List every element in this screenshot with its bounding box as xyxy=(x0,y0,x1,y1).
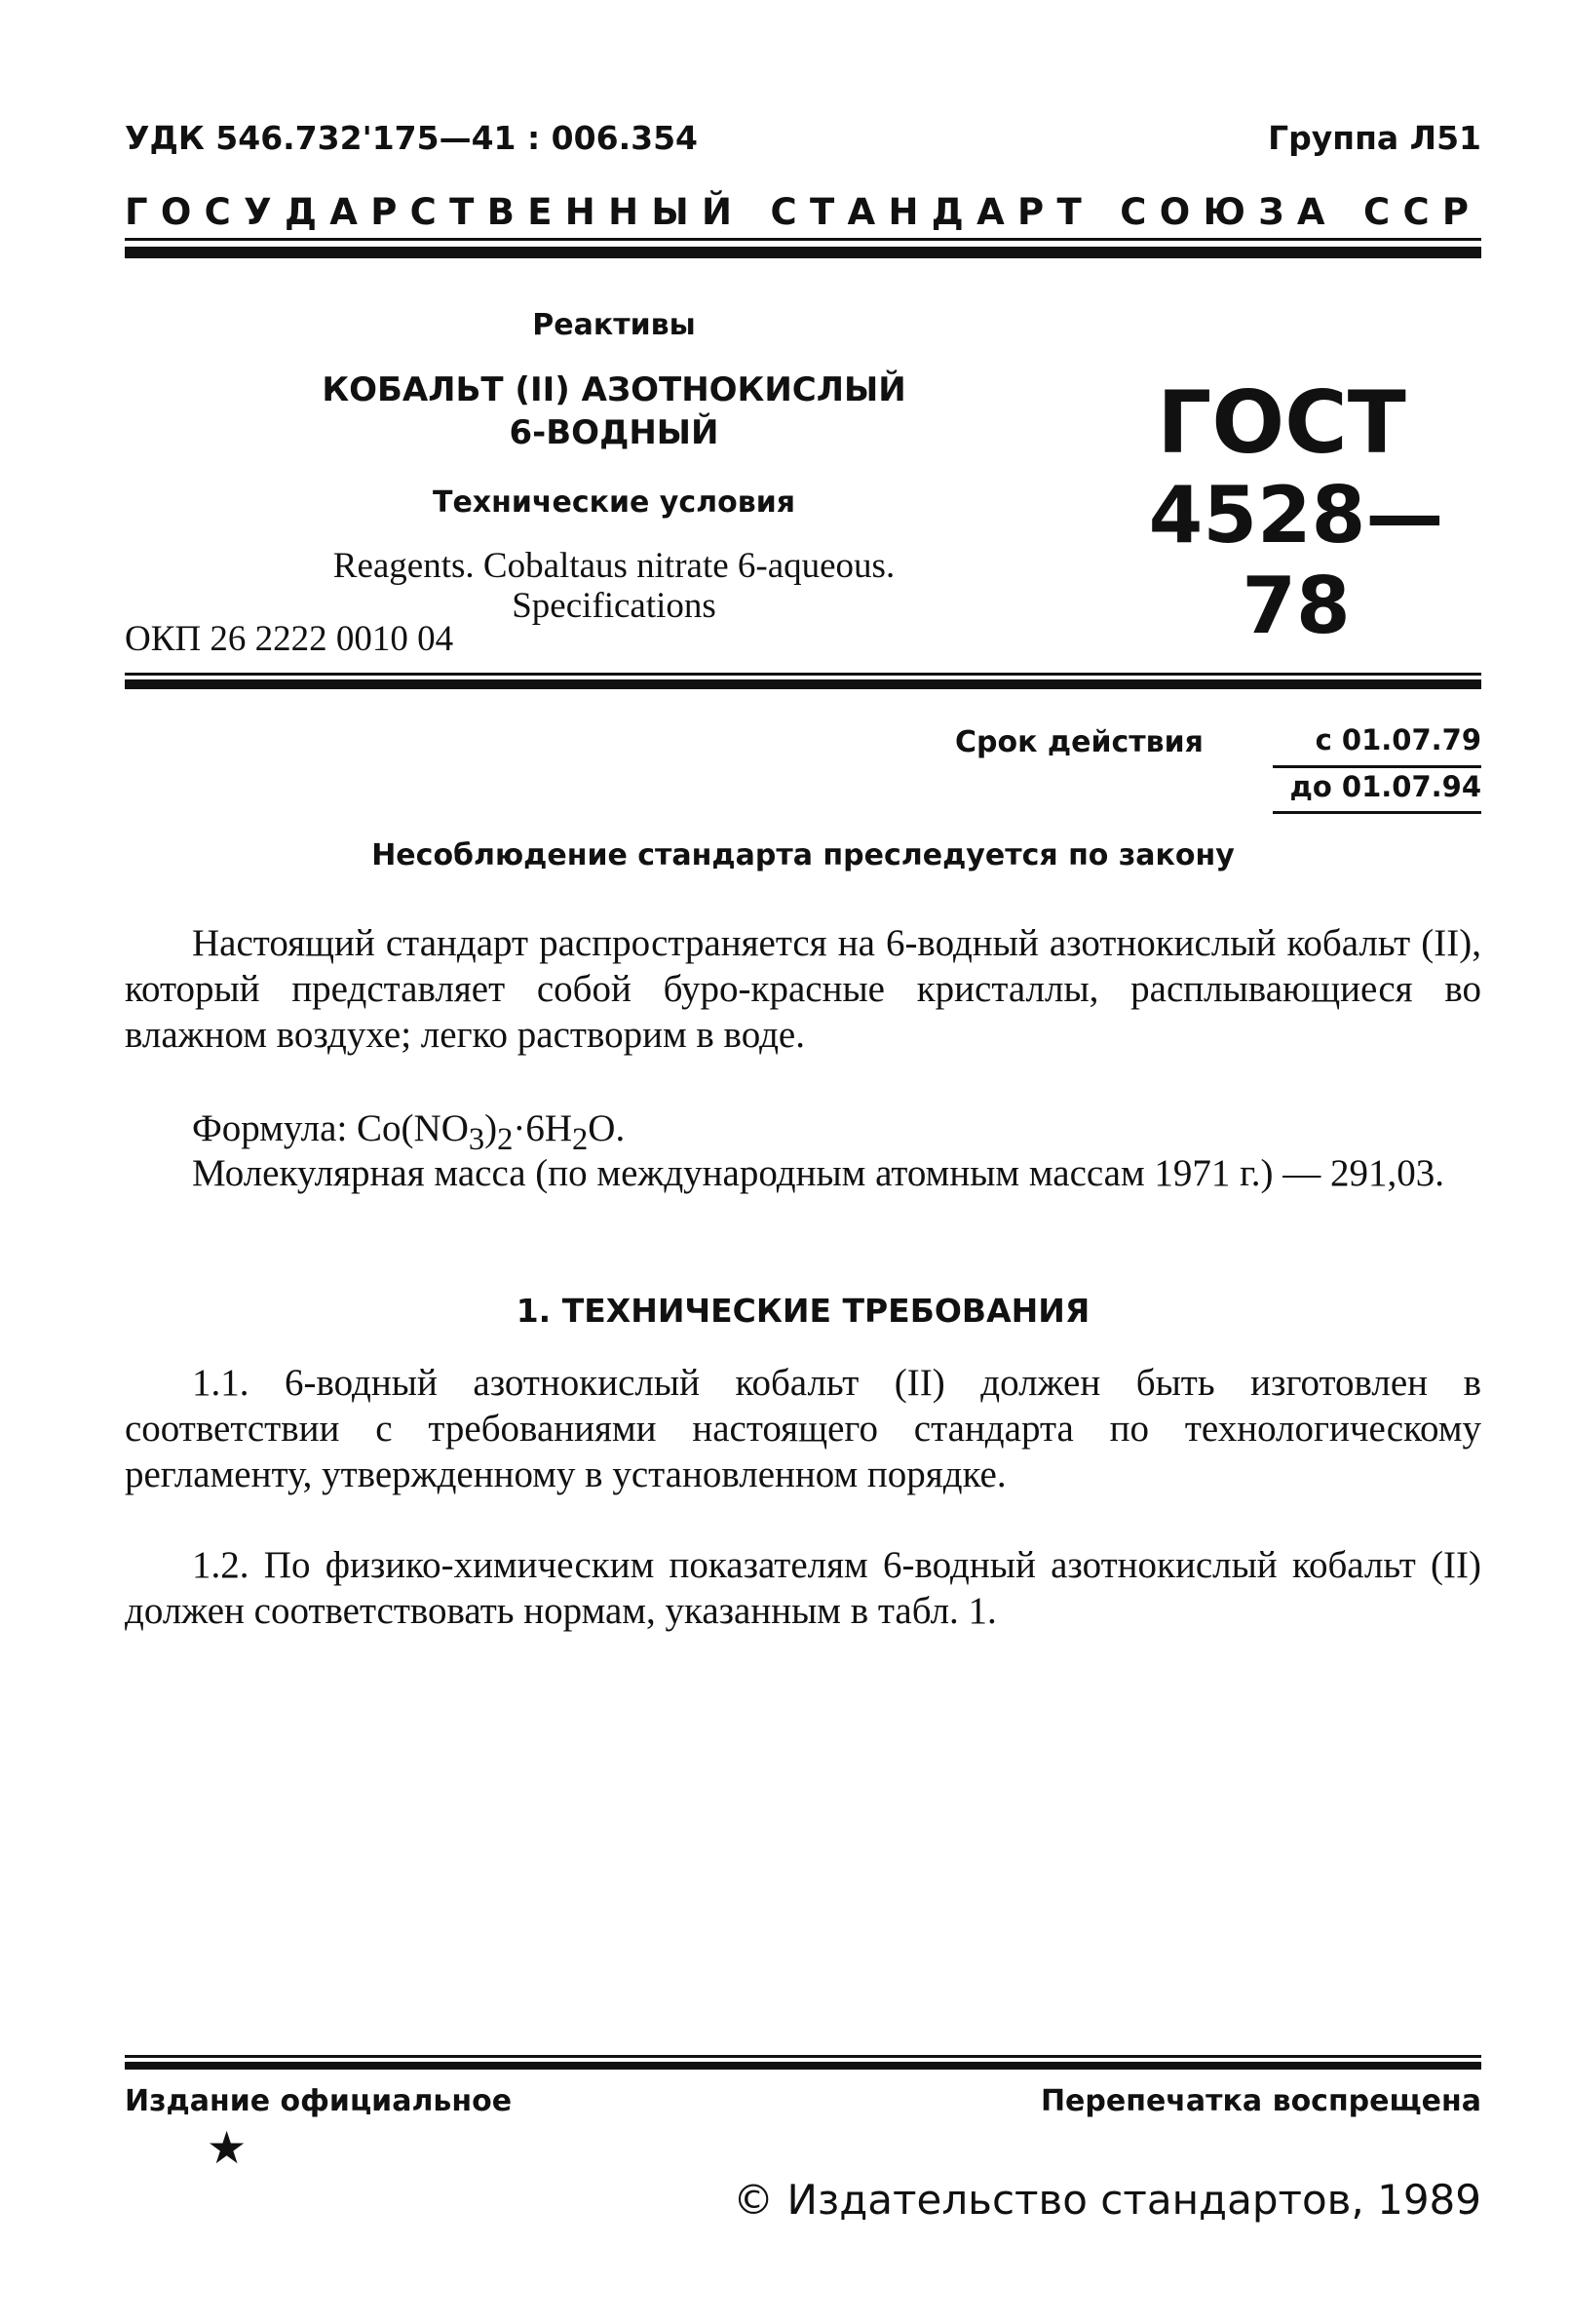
validity-underline-2 xyxy=(1273,811,1481,814)
header-divider-thin xyxy=(125,238,1481,241)
title-divider-thin xyxy=(125,673,1481,676)
validity-label: Срок действия xyxy=(955,725,1204,759)
clause-1-2: 1.2. По физико-химическим показателям 6-водный азотнокислый кобальт (II) должен соответствовать нормам, указанным в табл. 1. xyxy=(125,1544,1481,1632)
title-line-1: КОБАЛЬТ (II) АЗОТНОКИСЛЫЙ xyxy=(322,370,906,409)
formula-sub-2: 2 xyxy=(497,1121,514,1157)
title-divider-thick xyxy=(125,679,1481,689)
udk-code: УДК 546.732'175—41 : 006.354 xyxy=(125,119,698,157)
category-label: Реактивы xyxy=(532,308,696,342)
title-line-2: 6-ВОДНЫЙ xyxy=(509,413,719,453)
intro-paragraph: Настоящий стандарт распространяется на 6-водный азотнокислый кобальт (II), который представляет собой буро-красные кристаллы, расплывающиеся во влажном воздухе; легко растворим в воде. xyxy=(125,922,1481,1056)
validity-from: с 01.07.79 xyxy=(1315,723,1481,756)
formula-part-co: Co(NO xyxy=(357,1107,469,1149)
clause-1-1: 1.1. 6-водный азотнокислый кобальт (II) должен быть изготовлен в соответствии с требованиями настоящего стандарта по технологическому регламенту, утвержденному в установленном порядке. xyxy=(125,1362,1481,1495)
section-heading: 1. ТЕХНИЧЕСКИЕ ТРЕБОВАНИЯ xyxy=(516,1292,1091,1330)
law-notice: Несоблюдение стандарта преследуется по закону xyxy=(371,838,1235,872)
english-title-line-2: Specifications xyxy=(512,586,716,627)
header-divider-thick xyxy=(125,247,1481,258)
reprint-notice: Перепечатка воспрещена xyxy=(1040,2084,1481,2118)
document-subtitle: Технические условия xyxy=(433,485,795,520)
formula-prefix: Формула: xyxy=(192,1107,358,1149)
gost-label: ГОСТ xyxy=(1157,372,1406,473)
validity-underline-1 xyxy=(1273,765,1481,768)
english-title xyxy=(273,546,955,627)
footer-divider-thick xyxy=(125,2062,1481,2070)
molecular-mass-paragraph: Молекулярная масса (по международным атомным массам 1971 г.) — 291,03. xyxy=(192,1152,1445,1194)
footer-divider-thin xyxy=(125,2055,1481,2058)
formula-sub-1: 3 xyxy=(468,1121,485,1157)
formula-part-end: O. xyxy=(588,1107,626,1149)
group-code: Группа Л51 xyxy=(1268,119,1481,157)
validity-to: до 01.07.94 xyxy=(1289,770,1481,803)
okp-code: ОКП 26 2222 0010 04 xyxy=(125,619,454,659)
formula-part-mid: ) xyxy=(484,1107,498,1149)
edition-label: Издание официальное xyxy=(125,2084,513,2118)
formula-part-dot: ·6H xyxy=(513,1107,573,1149)
formula-sub-3: 2 xyxy=(572,1121,589,1157)
state-standard-heading: ГОСУДАРСТВЕННЫЙ СТАНДАРТ СОЮЗА ССР xyxy=(125,191,1482,233)
publisher-copyright: © Издательство стандартов, 1989 xyxy=(733,2176,1481,2224)
english-title-line-1: Reagents. Cobaltaus nitrate 6-aqueous. xyxy=(332,546,896,586)
gost-number: 4528—78 xyxy=(1148,470,1444,651)
document-title xyxy=(273,368,955,454)
star-icon: ★ xyxy=(207,2123,248,2173)
